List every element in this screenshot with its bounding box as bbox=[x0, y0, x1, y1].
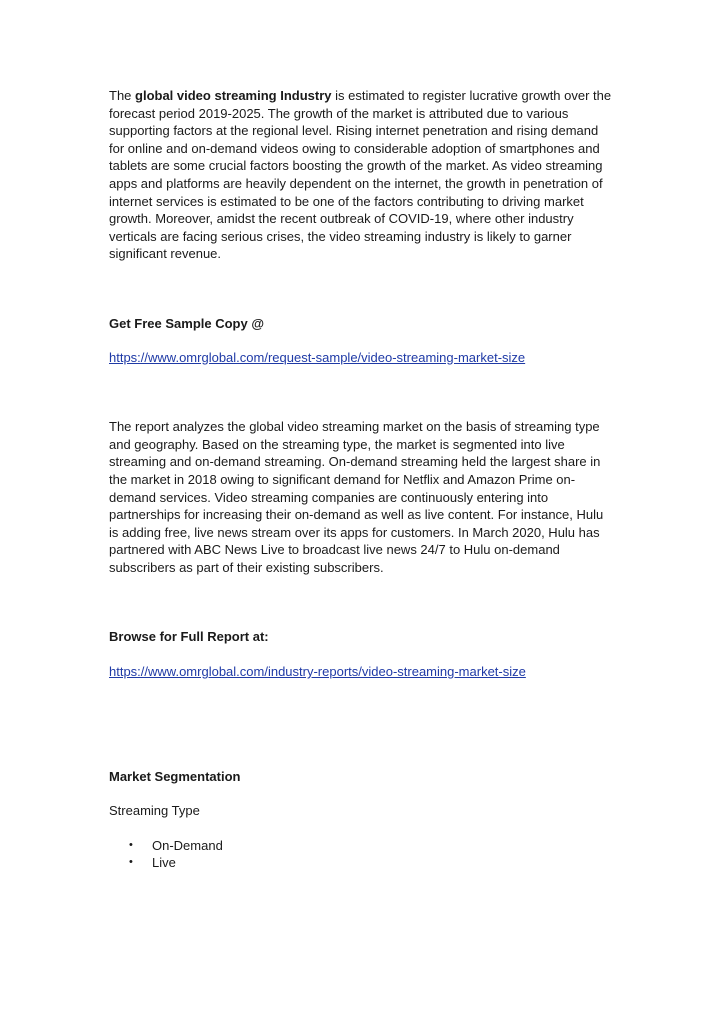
full-report-link[interactable]: https://www.omrglobal.com/industry-reports/video-streaming-market-size bbox=[109, 664, 526, 680]
bullet-icon: • bbox=[129, 838, 133, 851]
intro-rest: is estimated to register lucrative growth over the forecast period 2019-2025. The growth of the market is attributed due to various supporting factors at the regional level. Rising internet penetration and rising demand for online and on-demand videos owing to considerable adoption of smartphones and tablets are some crucial factors boosting the growth of the market. As video streaming apps and platforms are heavily dependent on the internet, the growth in penetration of internet services is estimated to be one of the factors contributing to driving market growth. Moreover, amidst the recent outbreak of COVID-19, where other industry verticals are facing serious crises, the video streaming industry is likely to garner significant revenue. bbox=[109, 88, 612, 262]
list-item bbox=[109, 854, 614, 872]
streaming-type-list bbox=[109, 837, 614, 872]
report-description-paragraph: The report analyzes the global video streaming market on the basis of streaming type and geography. Based on the streaming type, the market is segmented into live streaming and on-demand streaming. On-demand streaming held the largest share in the market in 2018 owing to significant demand for Netflix and Amazon Prime on-demand services. Video streaming companies are continuously entering into partnerships for increasing their on-demand as well as live content. For instance, Hulu is adding free, live news stream over its apps for customers. In March 2020, Hulu has partnered with ABC News Live to broadcast live news 24/7 to Hulu on-demand subscribers as part of their existing subscribers. bbox=[109, 419, 604, 575]
list-item-label: Live bbox=[152, 855, 176, 871]
segmentation-heading: Market Segmentation bbox=[109, 768, 241, 784]
list-item bbox=[109, 837, 614, 855]
sample-link[interactable]: https://www.omrglobal.com/request-sample/video-streaming-market-size bbox=[109, 349, 526, 365]
browse-heading: Browse for Full Report at: bbox=[109, 629, 269, 645]
intro-paragraph bbox=[109, 87, 614, 263]
intro-bold-term: global video streaming Industry bbox=[135, 88, 332, 103]
bullet-icon: • bbox=[129, 856, 133, 869]
list-item-label: On-Demand bbox=[152, 837, 223, 853]
streaming-type-label: Streaming Type bbox=[109, 803, 200, 819]
document-body bbox=[109, 87, 614, 872]
intro-lead: The bbox=[109, 88, 136, 103]
sample-heading: Get Free Sample Copy @ bbox=[109, 315, 264, 331]
